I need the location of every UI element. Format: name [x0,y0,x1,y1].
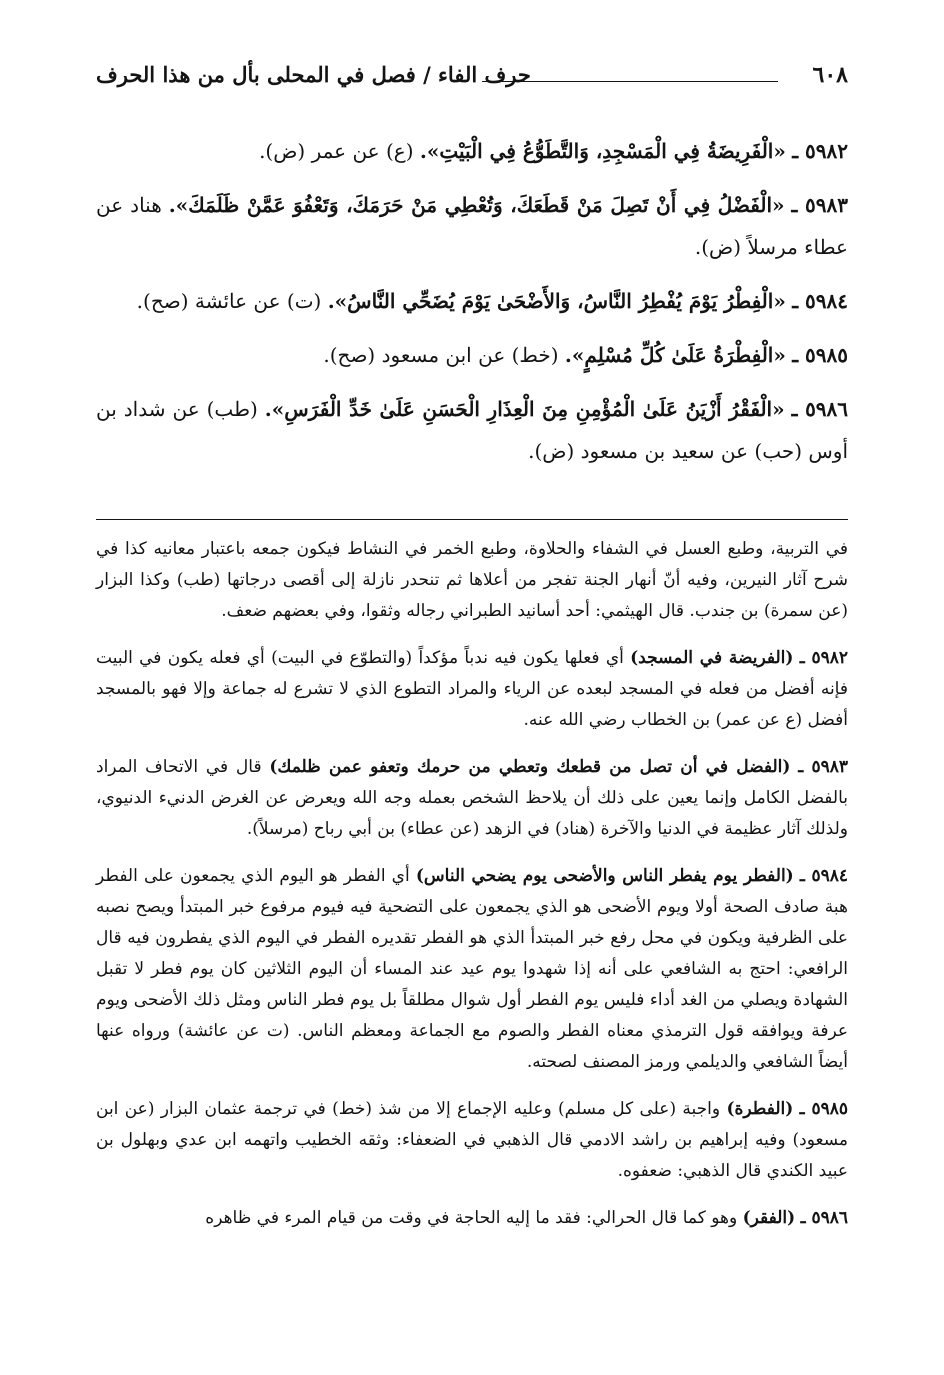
hadith-source: (ع) عن عمر (ض). [259,139,414,163]
commentary-text: وهو كما قال الحرالي: فقد ما إليه الحاجة في وقت من قيام المرء في ظاهره [205,1208,738,1228]
commentary-lemma: (الفريضة في المسجد) [630,648,794,668]
commentary-lemma: (الفطر يوم يفطر الناس والأضحى يوم يضحي الناس) [415,866,794,886]
hadith-entry [96,280,848,322]
hadith-source: هناد عن عطاء مرسلاً (ض). [96,193,848,259]
commentary-lemma: (الفقر) [742,1208,796,1228]
hadith-list [96,130,848,484]
commentary-text: في التربية، وطبع العسل في الشفاء والحلاوة، وطبع الخمر في النشاط فيكون جمعه باعتبار معانيه كذا في شرح آثار النيرين، وفيه أنّ أنهار الجنة تفجر من أعلاها ثم تنحدر نازلة إلى أقصى درجاتها (طب) وكذا البزار (عن سمرة) بن جندب. قال الهيثمي: أحد أسانيد الطبراني رجاله وثقوا، وفي بعضهم ضعف. [96,539,848,621]
commentary-lemma: (الفضل في أن تصل من قطعك وتعطي من حرمك وتعفو عمن ظلمك) [269,757,791,777]
commentary-paragraph [96,1203,848,1234]
hadith-source: (خط) عن ابن مسعود (صح). [323,343,559,367]
hadith-entry [96,130,848,172]
hadith-number: ٥٩٨٦ ـ [791,397,849,421]
commentary-number: ٥٩٨٦ ـ [800,1208,848,1228]
hadith-number: ٥٩٨٢ ـ [792,139,848,163]
hadith-entry [96,334,848,376]
hadith-entry [96,388,848,472]
hadith-source: (طب) عن شداد بن أوس (حب) عن سعيد بن مسعود (ض). [96,397,848,463]
hadith-source: (ت) عن عائشة (صح). [136,289,322,313]
commentary-paragraph [96,643,848,736]
commentary-text: أي الفطر هو اليوم الذي يجمعون على الفطر هبة صادف الصحة أولا ويوم الأضحى هو الذي يجمعون على التضحية فيه فيوم مرفوع خبر المبتدأ ويصح نصبه على الظرفية ويكون في محل رفع خبر المبتدأ الذي هو الفطر تقديره الفطر في اليوم الذي يفطرون فيه قال الرافعي: احتج به الشافعي على أنه إذا شهدوا يوم عيد عند المساء أن اليوم الثلاثين كان يوم فطر لا تقبل الشهادة ويصلي من الغد أداء فليس يوم الفطر أول شوال مطلقاً بل يوم فطر الناس ومثل ذلك الأضحى ويوم عرفة ويوافقه قول الترمذي معناه الفطر والصوم مع الجماعة ومعظم الناس. (ت عن عائشة) ورواه عنها أيضاً الشافعي والديلمي ورمز المصنف لصحته. [96,866,848,1072]
page-number: ٦٠٨ [812,62,848,88]
hadith-text: «الْفِطْرَةُ عَلَىٰ كُلِّ مُسْلِمٍ». [564,343,786,367]
commentary-number: ٥٩٨٥ ـ [799,1099,848,1119]
hadith-number: ٥٩٨٥ ـ [792,343,848,367]
commentary-lemma: (الفطرة) [726,1099,794,1119]
commentary-paragraph [96,861,848,1078]
running-header [96,62,848,102]
hadith-entry [96,184,848,268]
hadith-text: «الْفِطْرُ يَوْمَ يُفْطِرُ النَّاسُ، وَالأَضْحَىٰ يَوْمَ يُضَحِّي النَّاسُ». [327,289,786,313]
commentary-text: واجبة (على كل مسلم) وعليه الإجماع إلا من شذ (خط) في ترجمة عثمان البزار (عن ابن مسعود) وفيه إبراهيم بن راشد الادمي قال الذهبي في الضعفاء: وثقه الخطيب واتهمه ابن عدي وبهلول بن عبيد الكندي قال الذهبي: ضعفوه. [96,1099,848,1181]
commentary-text: أي فعلها يكون فيه ندباً مؤكداً (والتطوّع في البيت) أي فعله يكون في البيت فإنه أفضل من فعله في المسجد لبعده عن الرياء والمراد التطوع الذي لا تشرع له جماعة وإلا فهو بالمسجد أفضل (ع عن عمر) بن الخطاب رضي الله عنه. [96,648,848,730]
hadith-number: ٥٩٨٤ ـ [792,289,848,313]
commentary [96,534,848,1250]
commentary-paragraph [96,1094,848,1187]
commentary-number: ٥٩٨٣ ـ [798,757,849,777]
commentary-text: قال في الاتحاف المراد بالفضل الكامل وإنما يعين على ذلك أن يلاحظ الشخص بعمله وجه الله ويعرض عن الغرض الدنيء الدنيوي، ولذلك آثار عظيمة في الدنيا والآخرة (هناد) في الزهد (عن عطاء) بن أبي رباح (مرسلاً). [96,757,848,839]
hadith-text: «الْفَرِيضَةُ فِي الْمَسْجِدِ، وَالتَّطَوُّعُ فِي الْبَيْتِ». [419,139,786,163]
hadith-number: ٥٩٨٣ ـ [791,193,848,217]
header-title: حرف الفاء / فصل في المحلى بأل من هذا الحرف [96,62,531,87]
footnote-separator [96,519,848,520]
commentary-paragraph [96,752,848,845]
commentary-paragraph [96,534,848,627]
hadith-text: «الْفَقْرُ أَزْيَنُ عَلَىٰ الْمُؤْمِنِ مِنَ الْعِذَارِ الْحَسَنِ عَلَىٰ خَدِّ الْفَرَسِ». [264,397,785,421]
hadith-text: «الْفَضْلُ فِي أَنْ تَصِلَ مَنْ قَطَعَكَ، وَتُعْطِي مَنْ حَرَمَكَ، وَتَعْفُوَ عَمَّنْ ظَلَمَكَ». [168,193,785,217]
commentary-number: ٥٩٨٢ ـ [799,648,849,668]
commentary-number: ٥٩٨٤ ـ [799,866,848,886]
